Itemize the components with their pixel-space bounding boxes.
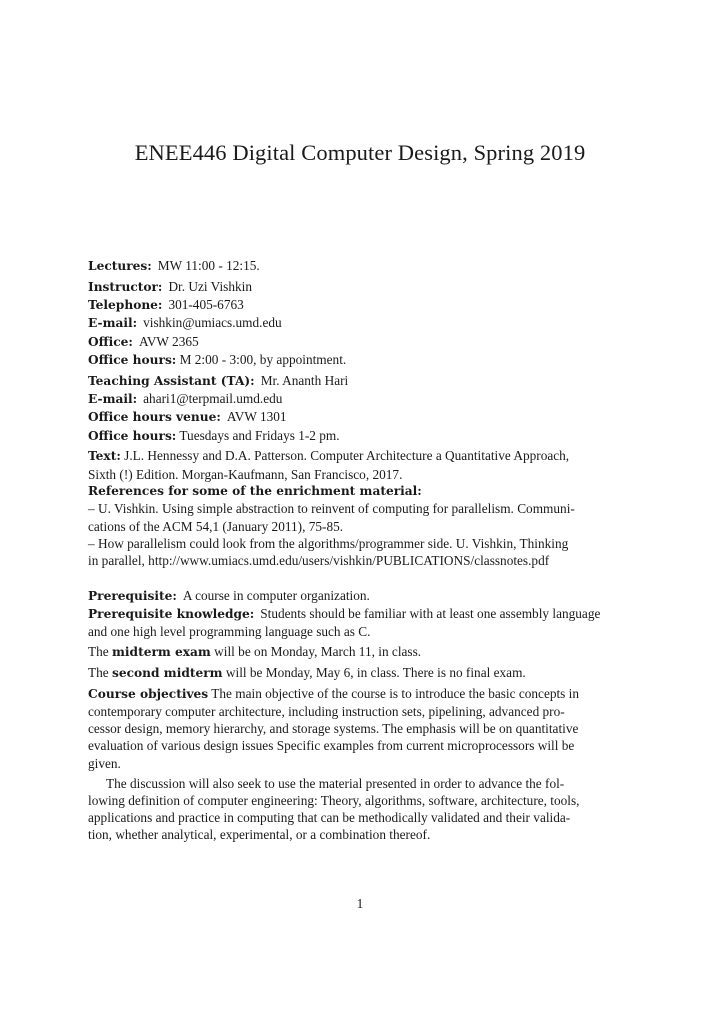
second-midterm-bold: second midterm [112, 665, 223, 680]
instructor-email-line [88, 314, 654, 332]
text-citation-1: J.L. Hennessy and D.A. Patterson. Computer Architecture a Quantitative Approach, [124, 448, 570, 464]
discussion-line: The discussion will also seek to use the material presented in order to advance the fol- [106, 775, 565, 791]
prerequisite-value: A course in computer organization. [182, 587, 370, 603]
prereq-knowledge-line-2: and one high level programming language such as C. [88, 624, 371, 640]
ta-hours-label: Office hours: [88, 428, 177, 443]
discussion-line: lowing definition of computer engineering: Theory, algorithms, software, architecture, tools, [88, 792, 580, 808]
reference-line: – How parallelism could look from the algorithms/programmer side. U. Vishkin, Thinking [88, 535, 569, 551]
instructor-hours-label: Office hours: [88, 352, 177, 367]
instructor-name-line [88, 278, 654, 296]
reference-line: – U. Vishkin. Using simple abstraction to reinvent of computing for parallelism. Communi- [88, 501, 575, 517]
instructor-name-label: Instructor: [88, 279, 163, 294]
reference-line: in parallel, http://www.umiacs.umd.edu/users/vishkin/PUBLICATIONS/classnotes.pdf [88, 553, 550, 569]
prereq-knowledge-label: Prerequisite knowledge: [88, 606, 255, 621]
text-line-2: Sixth (!) Edition. Morgan-Kaufmann, San Francisco, 2017. [88, 466, 403, 482]
objectives-line: given. [88, 755, 121, 771]
ta-email-label: E-mail: [88, 392, 138, 407]
reference-line: cations of the ACM 54,1 (January 2011), 75-85. [88, 518, 344, 534]
midterm-bold: midterm exam [112, 644, 211, 659]
text-line-1 [88, 447, 654, 465]
ta-name-line [88, 372, 654, 390]
document-title: ENEE446 Digital Computer Design, Spring 2019 [134, 140, 586, 165]
second-midterm-pre: The [88, 664, 109, 680]
ta-venue-label: Office hours venue: [88, 410, 221, 425]
lectures-value: MW 11:00 - 12:15. [157, 258, 260, 273]
ta-email-line [88, 390, 654, 408]
prerequisite-label: Prerequisite: [88, 588, 177, 603]
instructor-email-label: E-mail: [88, 316, 138, 331]
midterm-pre: The [88, 643, 109, 659]
instructor-name: Dr. Uzi Vishkin [168, 278, 252, 294]
ta-venue-line [88, 408, 654, 426]
instructor-phone-label: Telephone: [88, 298, 163, 313]
discussion-line: applications and practice in computing that can be methodically validated and their valida- [88, 810, 571, 826]
objectives-line: contemporary computer architecture, including instruction sets, pipelining, advanced pro- [88, 703, 565, 719]
midterm-post: will be on Monday, March 11, in class. [214, 643, 422, 659]
ta-email: ahari1@terpmail.umd.edu [143, 391, 283, 407]
discussion-line: tion, whether analytical, experimental, or a combination thereof. [88, 827, 431, 843]
lectures-label: Lectures: [88, 259, 152, 273]
objectives-line-1 [88, 685, 654, 703]
prerequisite-line [88, 587, 654, 605]
text-label: Text: [88, 449, 121, 464]
midterm-line [88, 643, 654, 661]
references-label: References for some of the enrichment material: [88, 484, 422, 499]
objectives-text: The main objective of the course is to introduce the basic concepts in [211, 685, 580, 701]
instructor-hours: M 2:00 - 3:00, by appointment. [179, 351, 347, 367]
second-midterm-post: will be Monday, May 6, in class. There is no final exam. [225, 664, 526, 680]
second-midterm-line [88, 664, 654, 682]
instructor-office-line [88, 333, 654, 351]
prereq-knowledge-text: Students should be familiar with at least one assembly language [260, 605, 601, 621]
objectives-line: cessor design, memory hierarchy, and storage systems. The emphasis will be on quantitative [88, 721, 579, 737]
ta-name: Mr. Ananth Hari [260, 372, 349, 388]
instructor-phone-line [88, 296, 654, 314]
instructor-hours-line [88, 351, 654, 369]
ta-name-label: Teaching Assistant (TA): [88, 373, 255, 388]
lectures-line [88, 257, 654, 275]
ta-venue: AVW 1301 [226, 409, 287, 425]
ta-hours-line [88, 427, 654, 445]
instructor-email: vishkin@umiacs.umd.edu [143, 315, 282, 331]
instructor-phone: 301-405-6763 [168, 297, 244, 313]
objectives-label: Course objectives [88, 686, 209, 701]
ta-hours: Tuesdays and Fridays 1-2 pm. [179, 427, 340, 443]
document-body [88, 257, 654, 844]
instructor-office: AVW 2365 [138, 333, 199, 349]
instructor-office-label: Office: [88, 334, 133, 349]
prereq-knowledge-line-1 [88, 605, 654, 623]
objectives-line: evaluation of various design issues Specific examples from current microprocessors will be [88, 738, 575, 754]
page-number: 1 [356, 896, 364, 911]
